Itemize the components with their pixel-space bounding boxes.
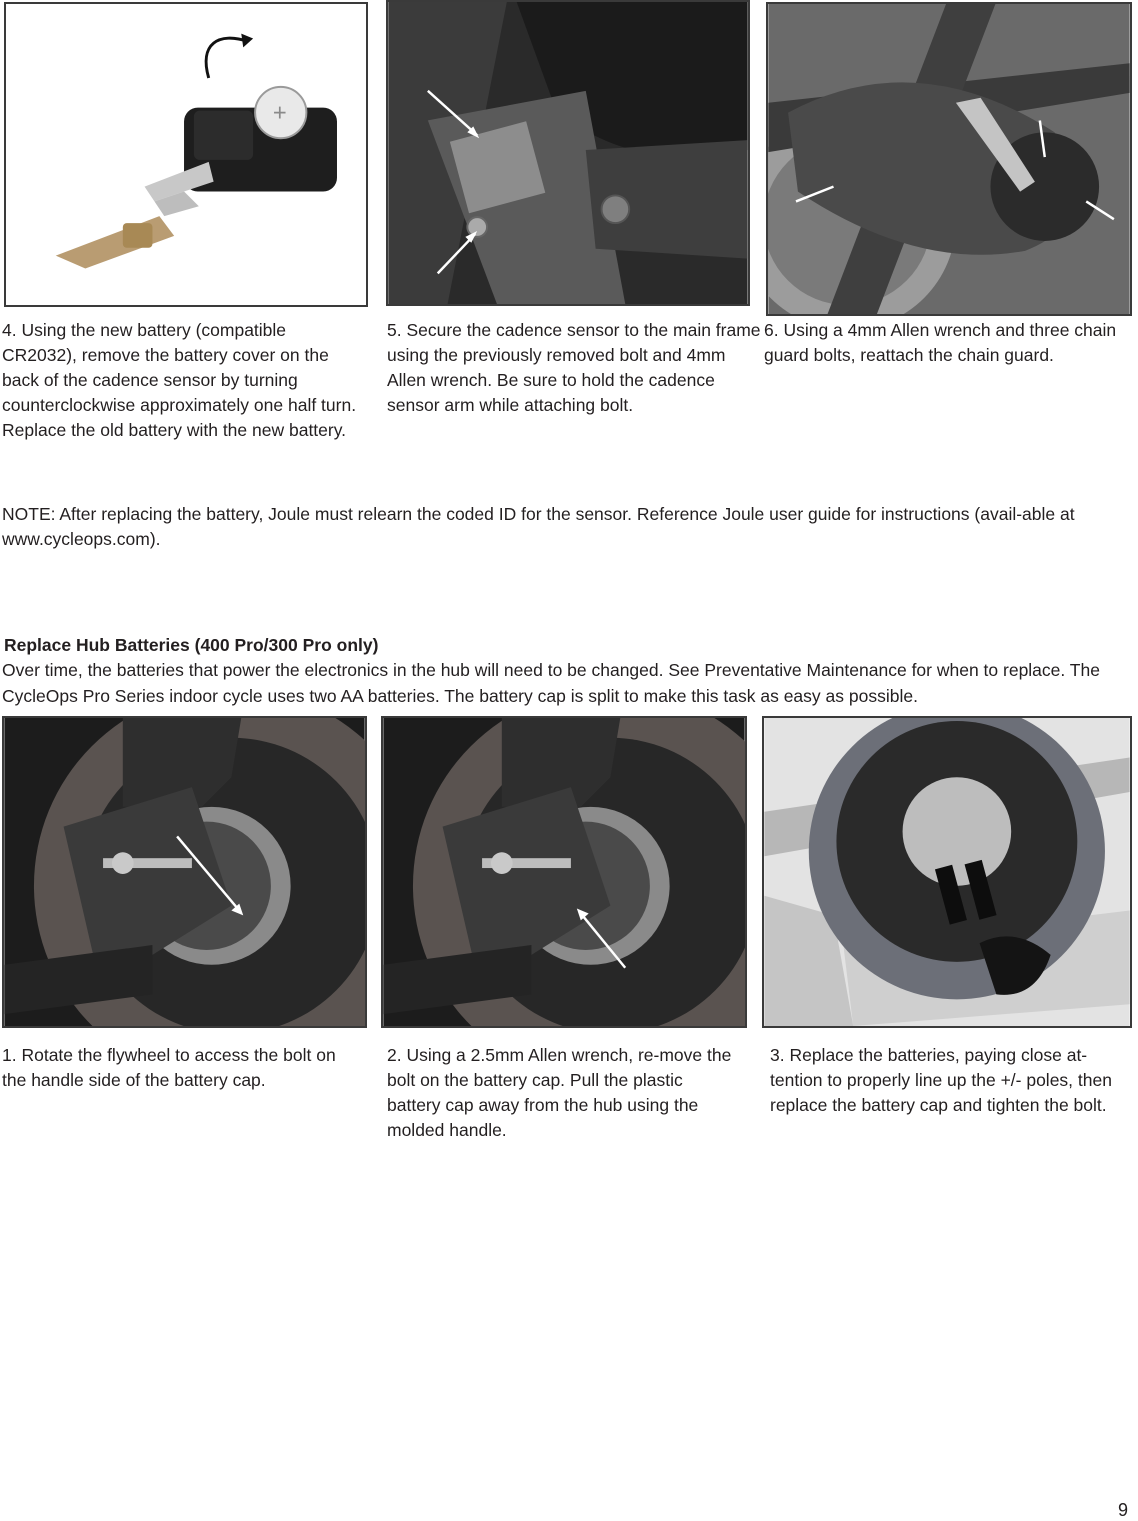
page-number: 9 [1117, 1500, 1128, 1520]
figure-remove-cap-bolt [381, 716, 747, 1028]
cadence-sensor-illustration [6, 4, 366, 305]
section-intro: Over time, the batteries that power the electronics in the hub will need to be changed. See Preventative Maintenance for when to replace. The CycleOps Pro Series indoor cycle uses two AA batteries. The battery cap is split to make this task as easy as possible. [2, 660, 1100, 706]
figure-flywheel-rotate [2, 716, 367, 1028]
cap-bolt-illustration [383, 718, 745, 1026]
step-1-caption: 1. Rotate the flywheel to access the bolt on the handle side of the battery cap. [2, 1045, 336, 1090]
batteries-illustration [764, 718, 1130, 1026]
frame-mount-illustration [388, 2, 748, 304]
step-3-caption: 3. Replace the batteries, paying close at-tention to properly line up the +/- poles, then replace the battery cap and tighten the bolt. [770, 1045, 1112, 1115]
flywheel-hub-illustration [4, 718, 365, 1026]
figure-cadence-sensor-battery [4, 2, 368, 307]
figure-cadence-sensor-frame [386, 0, 750, 306]
section-title: Replace Hub Batteries (400 Pro/300 Pro only) [4, 635, 379, 655]
chain-guard-illustration [768, 4, 1130, 314]
step-6-caption: 6. Using a 4mm Allen wrench and three chain guard bolts, reattach the chain guard. [764, 320, 1117, 365]
svg-text:+: + [272, 100, 287, 127]
figure-replace-batteries [762, 716, 1132, 1028]
note-relearn-sensor: NOTE: After replacing the battery, Joule must relearn the coded ID for the sensor. Reference Joule user guide for instructions (avail-able at www.cycleops.com). [2, 504, 1075, 549]
step-4-caption: 4. Using the new battery (compatible CR2032), remove the battery cover on the back of the cadence sensor by turning counterclockwise approximately one half turn. Replace the old battery with the new battery. [2, 320, 357, 440]
step-2-caption: 2. Using a 2.5mm Allen wrench, re-move the bolt on the battery cap. Pull the plastic battery cap away from the hub using the molded handle. [387, 1045, 732, 1140]
step-5-caption: 5. Secure the cadence sensor to the main frame using the previously removed bolt and 4mm Allen wrench. Be sure to hold the cadence sensor arm while attaching bolt. [387, 320, 761, 415]
figure-chain-guard [766, 2, 1132, 316]
